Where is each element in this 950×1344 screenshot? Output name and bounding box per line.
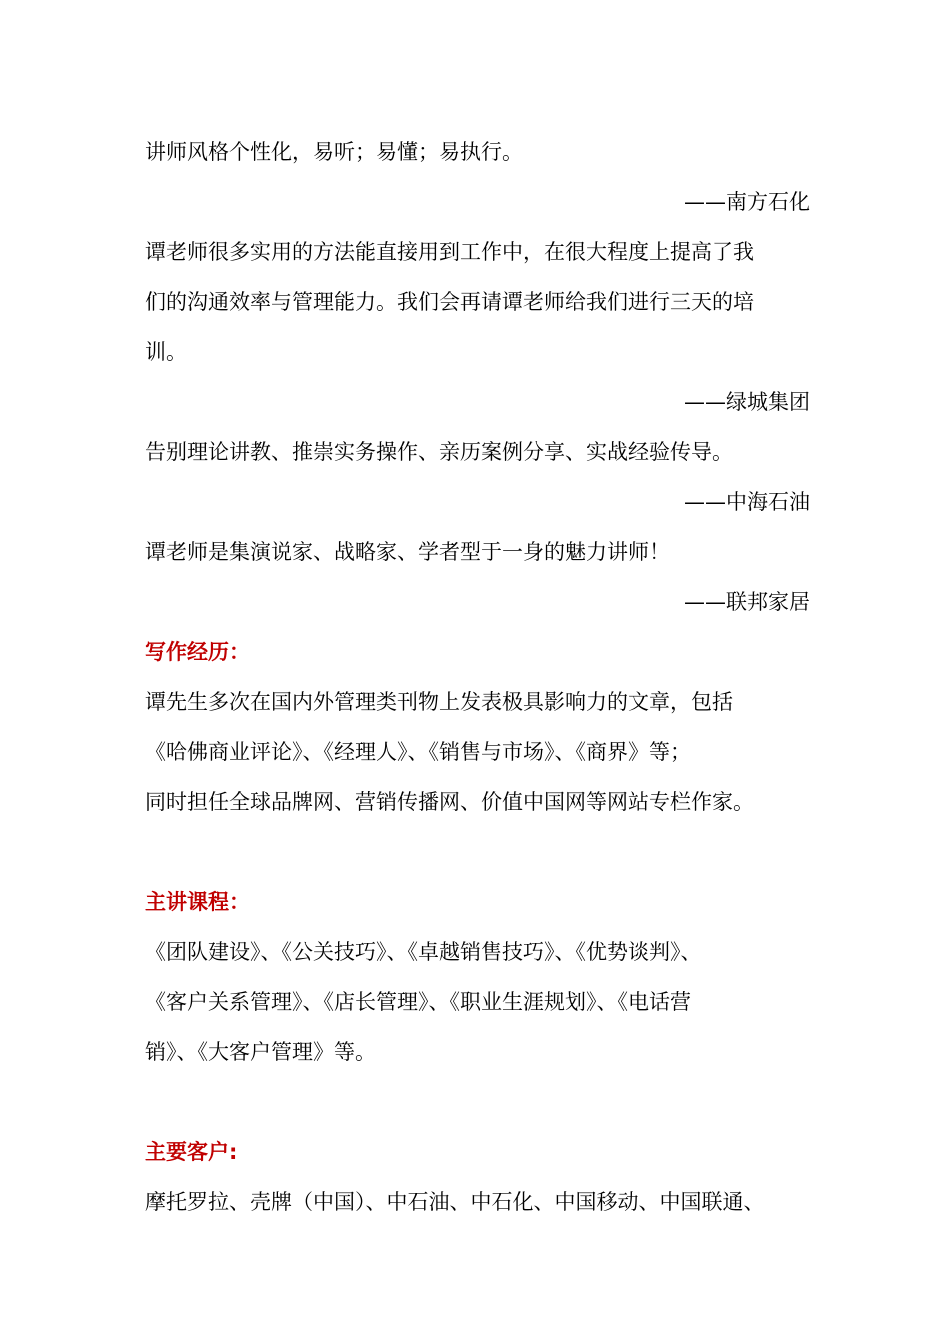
document-page	[145, 127, 810, 1227]
testimonial-text: 告别理论讲教、推崇实务操作、亲历案例分享、实战经验传导。	[145, 440, 733, 464]
writing-text: 谭先生多次在国内外管理类刊物上发表极具影响力的文章，包括	[145, 690, 733, 714]
testimonial-source: ——绿城集团	[684, 390, 810, 414]
testimonial-text: 训。	[145, 340, 187, 364]
testimonial-source: ——南方石化	[684, 190, 810, 214]
courses-text: 《客户关系管理》、《店长管理》、《职业生涯规划》、《电话营	[145, 990, 691, 1014]
clients-text: 摩托罗拉、壳牌（中国）、中石油、中石化、中国移动、中国联通、	[145, 1190, 765, 1214]
testimonial-source: ——中海石油	[684, 490, 810, 514]
section-heading-clients: 主要客户:	[145, 1140, 238, 1164]
writing-text: 同时担任全球品牌网、营销传播网、价值中国网等网站专栏作家。	[145, 790, 754, 814]
testimonial-source: ——联邦家居	[684, 590, 810, 614]
courses-text: 销》、《大客户管理》等。	[145, 1040, 376, 1064]
section-heading-courses: 主讲课程：	[145, 890, 250, 914]
courses-text: 《团队建设》、《公关技巧》、《卓越销售技巧》、《优势谈判》、	[145, 940, 702, 964]
testimonial-text: 们的沟通效率与管理能力。我们会再请谭老师给我们进行三天的培	[145, 290, 754, 314]
spacer	[145, 1077, 810, 1127]
section-heading-writing: 写作经历：	[145, 640, 250, 664]
spacer	[145, 827, 810, 877]
testimonial-text: 谭老师很多实用的方法能直接用到工作中，在很大程度上提高了我	[145, 240, 754, 264]
testimonial-text: 讲师风格个性化，易听；易懂；易执行。	[145, 140, 523, 164]
testimonial-text: 谭老师是集演说家、战略家、学者型于一身的魅力讲师！	[145, 540, 670, 564]
writing-text: 《哈佛商业评论》、《经理人》、《销售与市场》、《商界》等；	[145, 740, 691, 764]
